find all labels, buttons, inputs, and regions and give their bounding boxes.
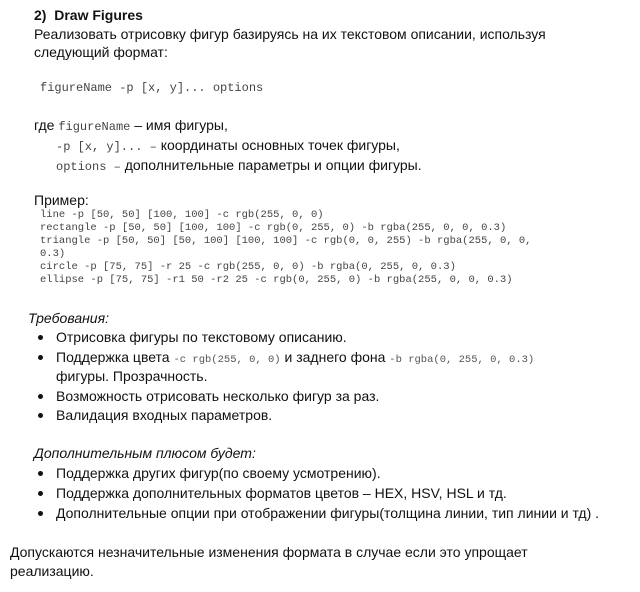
bullet-icon bbox=[38, 471, 43, 476]
bullet-icon bbox=[38, 394, 43, 399]
requirements-title: Требования: bbox=[28, 310, 109, 326]
requirement-item-4: Валидация входных параметров. bbox=[56, 407, 273, 423]
requirement-item-2-part-b: и заднего фона bbox=[284, 349, 386, 365]
where-line-1 bbox=[34, 116, 228, 136]
background-option-code: -b rgba(0, 255, 0, 0.3) bbox=[389, 354, 535, 366]
requirement-item-2 bbox=[56, 348, 534, 369]
bullet-icon bbox=[38, 511, 43, 516]
requirement-item-1: Отрисовка фигуры по текстовому описанию. bbox=[56, 329, 347, 345]
where-line-2 bbox=[56, 136, 400, 156]
points-desc: координаты основных точек фигуры, bbox=[156, 137, 400, 153]
requirement-item-2-cont: фигуры. Прозрачность. bbox=[56, 368, 208, 384]
example-line-2: rectangle -p [50, 50] [100, 100] -c rgb(0, 255, 0) -b rgba(255, 0, 0, 0.3) bbox=[40, 222, 507, 234]
bullet-icon bbox=[38, 491, 43, 496]
color-option-code: -c rgb(255, 0, 0) bbox=[173, 354, 281, 366]
requirement-item-3: Возможность отрисовать несколько фигур за раз. bbox=[56, 388, 380, 404]
bullet-icon bbox=[38, 355, 43, 360]
intro-line-1: Реализовать отрисовку фигур базируясь на их текстовом описании, используя bbox=[34, 26, 546, 42]
points-code: -p [x, y]... – bbox=[56, 140, 157, 154]
section-title: Draw Figures bbox=[54, 7, 143, 23]
format-line: figureName -p [x, y]... options bbox=[40, 81, 264, 95]
options-code: options – bbox=[56, 160, 121, 174]
figure-name-desc: – имя фигуры, bbox=[130, 117, 228, 133]
intro-line-2: следующий формат: bbox=[34, 44, 168, 60]
bonus-item-1: Поддержка других фигур(по своему усмотрению). bbox=[56, 465, 381, 481]
figure-name-code: figureName bbox=[58, 120, 131, 134]
footer-line-2: реализацию. bbox=[10, 563, 94, 579]
section-heading bbox=[34, 6, 143, 24]
section-number: 2) bbox=[34, 7, 47, 23]
example-line-1: line -p [50, 50] [100, 100] -c rgb(255, 0, 0) bbox=[40, 209, 324, 221]
options-desc: дополнительные параметры и опции фигуры. bbox=[120, 157, 422, 173]
example-line-3: triangle -p [50, 50] [50, 100] [100, 100] -c rgb(0, 0, 255) -b rgba(255, 0, 0, bbox=[40, 235, 532, 247]
bonus-item-2: Поддержка дополнительных форматов цветов – HEX, HSV, HSL и тд. bbox=[56, 485, 507, 501]
bonus-title: Дополнительным плюсом будет: bbox=[34, 445, 256, 461]
example-label: Пример: bbox=[34, 192, 89, 208]
example-line-6: ellipse -p [75, 75] -r1 50 -r2 25 -c rgb(0, 255, 0) -b rgba(255, 0, 0, 0.3) bbox=[40, 274, 513, 286]
where-prefix: где bbox=[34, 117, 55, 133]
requirement-item-2-part-a: Поддержка цвета bbox=[56, 349, 170, 365]
where-line-3 bbox=[56, 156, 422, 176]
example-line-5: circle -p [75, 75] -r 25 -c rgb(255, 0, 0) -b rgba(0, 255, 0, 0.3) bbox=[40, 261, 456, 273]
bullet-icon bbox=[38, 335, 43, 340]
bullet-icon bbox=[38, 413, 43, 418]
bonus-item-3: Дополнительные опции при отображении фигуры(толщина линии, тип линии и тд) . bbox=[56, 505, 600, 521]
example-line-4: 0.3) bbox=[40, 248, 66, 260]
footer-line-1: Допускаются незначительные изменения формата в случае если это упрощает bbox=[10, 544, 528, 560]
